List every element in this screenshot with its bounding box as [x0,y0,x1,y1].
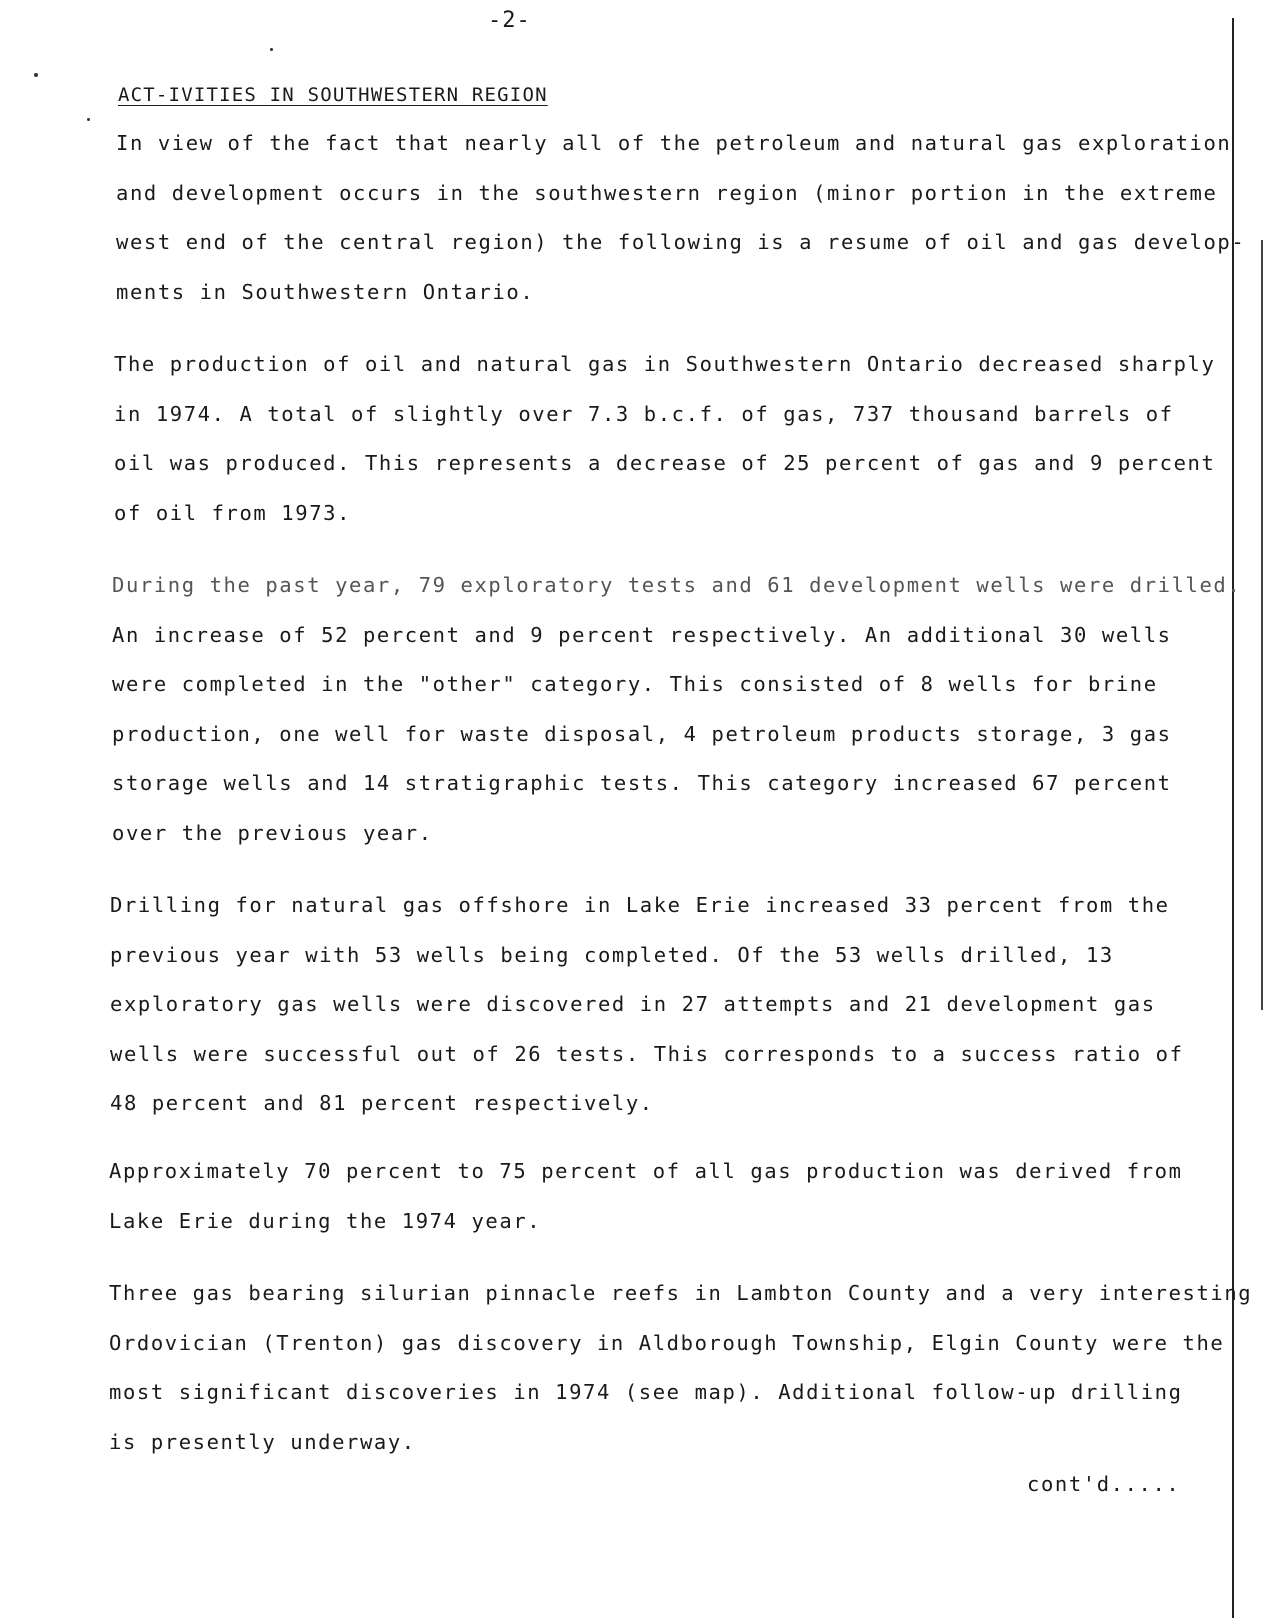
paragraph-line: Three gas bearing silurian pinnacle reefs in Lambton County and a very interesting [109,1281,1253,1305]
paragraph-gas-production [109,1147,1183,1246]
paragraph-line: oil was produced. This represents a decrease of 25 percent of gas and 9 percent [114,451,1216,475]
paragraph-line: is presently underway. [109,1429,416,1454]
scan-speck [34,73,38,77]
paragraph-line: most significant discoveries in 1974 (see map). Additional follow-up drilling [109,1380,1183,1404]
paragraph-line: exploratory gas wells were discovered in 27 attempts and 21 development gas [110,992,1156,1016]
paragraph-drilling [112,561,1241,858]
scan-speck [87,118,90,121]
paragraph-line: in 1974. A total of slightly over 7.3 b.c.f. of gas, 737 thousand barrels of [114,401,1174,426]
paragraph-line: storage wells and 14 stratigraphic tests. This category increased 67 percent [112,771,1172,795]
paragraph-line: During the past year, 79 exploratory tests and 61 development wells were drilled. [112,573,1242,597]
paragraph-discoveries [109,1269,1252,1467]
paragraph-lake-erie [110,881,1184,1129]
paragraph-line: ments in Southwestern Ontario. [116,279,535,304]
continued-note: cont'd..... [1027,1472,1181,1496]
paragraph-line: The production of oil and natural gas in Southwestern Ontario decreased sharply [114,352,1216,376]
paragraph-intro [116,119,1245,317]
paragraph-line: and development occurs in the southwestern region (minor portion in the extreme [116,180,1218,205]
paragraph-line: Lake Erie during the 1974 year. [109,1208,542,1233]
paragraph-line: west end of the central region) the following is a resume of oil and gas develop- [116,230,1246,254]
paragraph-line: 48 percent and 81 percent respectively. [110,1091,654,1115]
paragraph-line: Ordovician (Trenton) gas discovery in Aldborough Township, Elgin County were the [109,1330,1225,1355]
margin-rule-secondary [1261,240,1263,1010]
paragraph-line: of oil from 1973. [114,500,352,525]
paragraph-line: Approximately 70 percent to 75 percent of all gas production was derived from [109,1159,1183,1183]
paragraph-line: An increase of 52 percent and 9 percent respectively. An additional 30 wells [112,622,1172,647]
section-heading: ACT-IVITIES IN SOUTHWESTERN REGION [118,84,548,106]
paragraph-line: Drilling for natural gas offshore in Lake Erie increased 33 percent from the [110,893,1170,917]
paragraph-line: wells were successful out of 26 tests. This corresponds to a success ratio of [110,1041,1184,1066]
scan-speck [270,48,273,51]
paragraph-line: over the previous year. [112,820,433,845]
paragraph-production [114,340,1215,538]
paragraph-line: In view of the fact that nearly all of the petroleum and natural gas exploration [116,131,1232,155]
page-number: -2- [488,8,531,33]
paragraph-line: production, one well for waste disposal, 4 petroleum products storage, 3 gas [112,721,1172,746]
paragraph-line: were completed in the "other" category. This consisted of 8 wells for brine [112,672,1158,696]
paragraph-line: previous year with 53 wells being completed. Of the 53 wells drilled, 13 [110,942,1114,967]
